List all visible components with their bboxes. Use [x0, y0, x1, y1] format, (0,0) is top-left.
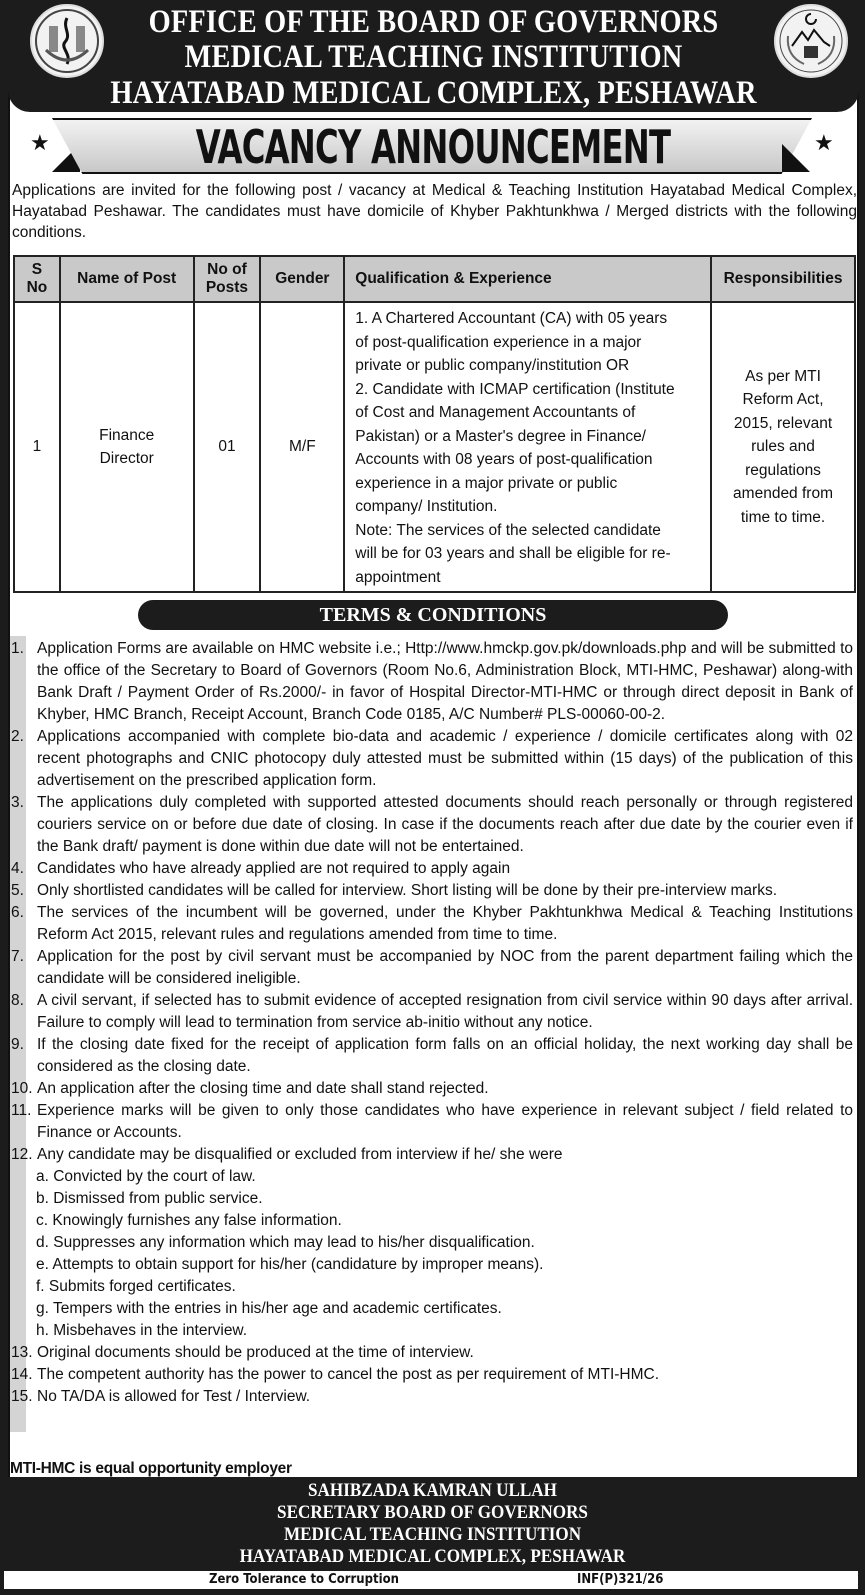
term-item [10, 1078, 855, 1100]
table-header-row [14, 256, 855, 302]
vacancy-table [13, 255, 856, 593]
col-header-responsibilities: Responsibilities [711, 256, 855, 302]
qualification-line: of post-qualification experience in a major [355, 333, 642, 351]
term-number: 6. [11, 904, 24, 921]
term-item [10, 638, 855, 726]
intro-paragraph: Applications are invited for the following post / vacancy at Medical & Teaching Institution Hayatabad Medical Complex, Hayatabad Peshawar. The candidates must have domicile of Khyber Pakhtunkhwa / Merged districts with the following conditions. [12, 182, 857, 241]
cell-gender: M/F [260, 302, 344, 592]
banner-title: VACANCY ANNOUNCEMENT [195, 120, 671, 174]
term-item [10, 726, 855, 792]
disqualification-item: h. Misbehaves in the interview. [36, 1322, 248, 1339]
qualification-line: Pakistan) or a Master's degree in Finance/ [355, 427, 646, 445]
terms-list [10, 638, 855, 1408]
qualification-line: private or public company/institution OR [355, 357, 630, 374]
qualification-line: 1. A Chartered Accountant (CA) with 05 years [355, 310, 668, 327]
star-icon: ★ [30, 130, 50, 155]
term-number: 13. [11, 1344, 33, 1361]
term-text: Only shortlisted candidates will be called for interview. Short listing will be done by their pre-interview marks. [37, 882, 778, 899]
responsibility-line: rules and [751, 438, 815, 456]
qualification-line: company/ Institution. [355, 498, 498, 515]
disqualification-item: a. Convicted by the court of law. [36, 1168, 256, 1185]
term-text: Applications accompanied with complete bio-data and academic / experience / domicile certificates along with 02 recent photographs and CNIC photocopy duly attested must be submitted within (15 days) of the publication of this advertisement on the prescribed application form. [37, 728, 853, 789]
disqualification-item: g. Tempers with the entries in his/her age and academic certificates. [36, 1300, 502, 1317]
disqualification-item: d. Suppresses any information which may lead to his/her disqualification. [36, 1234, 535, 1251]
term-text: An application after the closing time and date shall stand rejected. [37, 1080, 489, 1097]
qualification-line: of Cost and Management Accountants of [355, 404, 636, 421]
term-text: Any candidate may be disqualified or excluded from interview if he/ she were [37, 1146, 563, 1163]
vacancy-banner [30, 118, 836, 172]
signatory-institution: MEDICAL TEACHING INSTITUTION [283, 1524, 582, 1545]
term-item [10, 902, 855, 946]
term-text: Application for the post by civil servant must be accompanied by NOC from the parent department failing which the candidate will be considered ineligible. [37, 948, 853, 987]
term-text: The applications duly completed with supported attested documents should reach personally or through registered couriers service on or before due date of closing. In case if the documents reach after due date by the courier even if the Bank draft/ payment is done within due date will not be entertained. [37, 794, 853, 855]
responsibility-line: regulations [745, 461, 821, 479]
header-title-line: HAYATABAD MEDICAL COMPLEX, PESHAWAR [110, 75, 757, 111]
responsibility-line: As per MTI [745, 367, 821, 385]
cell-responsibilities [711, 302, 855, 592]
table-row [14, 302, 855, 592]
term-number: 12. [11, 1146, 33, 1163]
qualification-line: experience in a major private or public [355, 474, 618, 492]
signatory-title: SECRETARY BOARD OF GOVERNORS [277, 1502, 588, 1523]
term-number: 4. [11, 860, 24, 877]
header-title-line: OFFICE OF THE BOARD OF GOVERNORS [148, 4, 719, 40]
term-number: 2. [11, 728, 24, 745]
banner-ribbon-fold [782, 144, 810, 172]
qualification-line: Note: The services of the selected candidate [355, 521, 661, 539]
qualification-line: 2. Candidate with ICMAP certification (Institute [355, 380, 675, 398]
star-icon: ★ [814, 130, 834, 155]
term-number: 5. [11, 882, 24, 899]
term-text: No TA/DA is allowed for Test / Interview. [37, 1388, 311, 1405]
term-text: The services of the incumbent will be governed, under the Khyber Pakhtunkhwa Medical & Teaching Institutions Reform Act 2015, relevant rules and regulations amended from time to time. [37, 904, 853, 943]
term-item [10, 1144, 855, 1166]
responsibility-line: Reform Act, [742, 391, 824, 409]
disqualification-item: b. Dismissed from public service. [36, 1190, 263, 1207]
term-item [10, 858, 855, 880]
term-text: Experience marks will be given to only those candidates who have experience in relevant subject / field related to Finance or Accounts. [37, 1102, 853, 1141]
responsibility-line: time to time. [740, 508, 826, 526]
term-number: 10. [11, 1080, 33, 1097]
disqualification-item: c. Knowingly furnishes any false information. [36, 1212, 342, 1229]
term-text: If the closing date fixed for the receipt of application form falls on an official holiday, the next working day shall be considered as the closing date. [37, 1036, 853, 1075]
term-number: 3. [11, 794, 24, 811]
term-item [10, 1342, 855, 1364]
term-item [10, 990, 855, 1034]
col-header-name: Name of Post [60, 256, 194, 302]
qualification-line: Accounts with 08 years of post-qualification [355, 451, 653, 468]
term-text: Application Forms are available on HMC website i.e.; Http://www.hmckp.gov.pk/downloads.php and will be submitted to the office of the Secretary to Board of Governors (Room No.6, Administration Block, MTI-HMC, Peshawar) along-with Bank Draft / Payment Order of Rs.2000/- in favor of Hospital Director-MTI-HMC or through direct deposit in Bank of Khyber, HMC Branch, Receipt Account, Branch Code 0185, A/C Number# PLS-00060-00-2. [37, 640, 853, 723]
term-text: The competent authority has the power to cancel the post as per requirement of MTI-HMC. [37, 1366, 660, 1383]
col-header-gender: Gender [260, 256, 344, 302]
term-text: Original documents should be produced at the time of interview. [37, 1344, 474, 1361]
term-item [10, 1386, 855, 1408]
term-item [10, 1034, 855, 1078]
cell-s-no: 1 [14, 302, 60, 592]
term-text: Candidates who have already applied are not required to apply again [37, 860, 511, 877]
reference-number: INF(P)321/26 [577, 1572, 664, 1587]
anti-corruption-slogan: Zero Tolerance to Corruption [209, 1572, 399, 1587]
term-item [10, 946, 855, 990]
header [8, 0, 859, 112]
term-number: 8. [11, 992, 24, 1009]
signatory-block [0, 1480, 865, 1568]
term-number: 7. [11, 948, 24, 965]
term-number: 9. [11, 1036, 24, 1053]
qualification-line: will be for 03 years and shall be eligible for re- [355, 545, 671, 562]
disqualification-item: e. Attempts to obtain support for his/her (candidature by improper means). [36, 1256, 544, 1273]
col-header-posts: No of Posts [194, 256, 261, 302]
qualification-line: appointment [355, 568, 441, 586]
term-item [10, 1364, 855, 1386]
responsibility-line: amended from [733, 485, 833, 503]
cell-post-name: Finance Director [60, 302, 194, 592]
equal-opportunity-note: MTI-HMC is equal opportunity employer [10, 1460, 292, 1477]
cell-qualification [344, 302, 711, 592]
term-text: A civil servant, if selected has to submit evidence of accepted resignation from civil service within 90 days after arrival. Failure to comply will lead to termination from service ab-initio without any notice. [37, 992, 853, 1031]
disqualification-item: f. Submits forged certificates. [36, 1278, 236, 1295]
terms-heading: TERMS & CONDITIONS [138, 600, 728, 630]
responsibility-line: 2015, relevant [733, 414, 833, 432]
col-header-s-no: S No [14, 256, 60, 302]
term-number: 14. [11, 1366, 33, 1383]
term-number: 15. [11, 1388, 33, 1405]
col-header-qualification: Qualification & Experience [344, 256, 711, 302]
term-item [10, 792, 855, 858]
cell-no-of-posts: 01 [194, 302, 261, 592]
signatory-location: HAYATABAD MEDICAL COMPLEX, PESHAWAR [239, 1546, 626, 1567]
footer-strip [4, 1571, 858, 1589]
signatory-name: SAHIBZADA KAMRAN ULLAH [308, 1480, 557, 1501]
term-number: 1. [11, 640, 24, 657]
term-item [10, 1100, 855, 1144]
term-item [10, 880, 855, 902]
header-title-line: MEDICAL TEACHING INSTITUTION [184, 39, 683, 75]
term-number: 11. [11, 1102, 32, 1119]
